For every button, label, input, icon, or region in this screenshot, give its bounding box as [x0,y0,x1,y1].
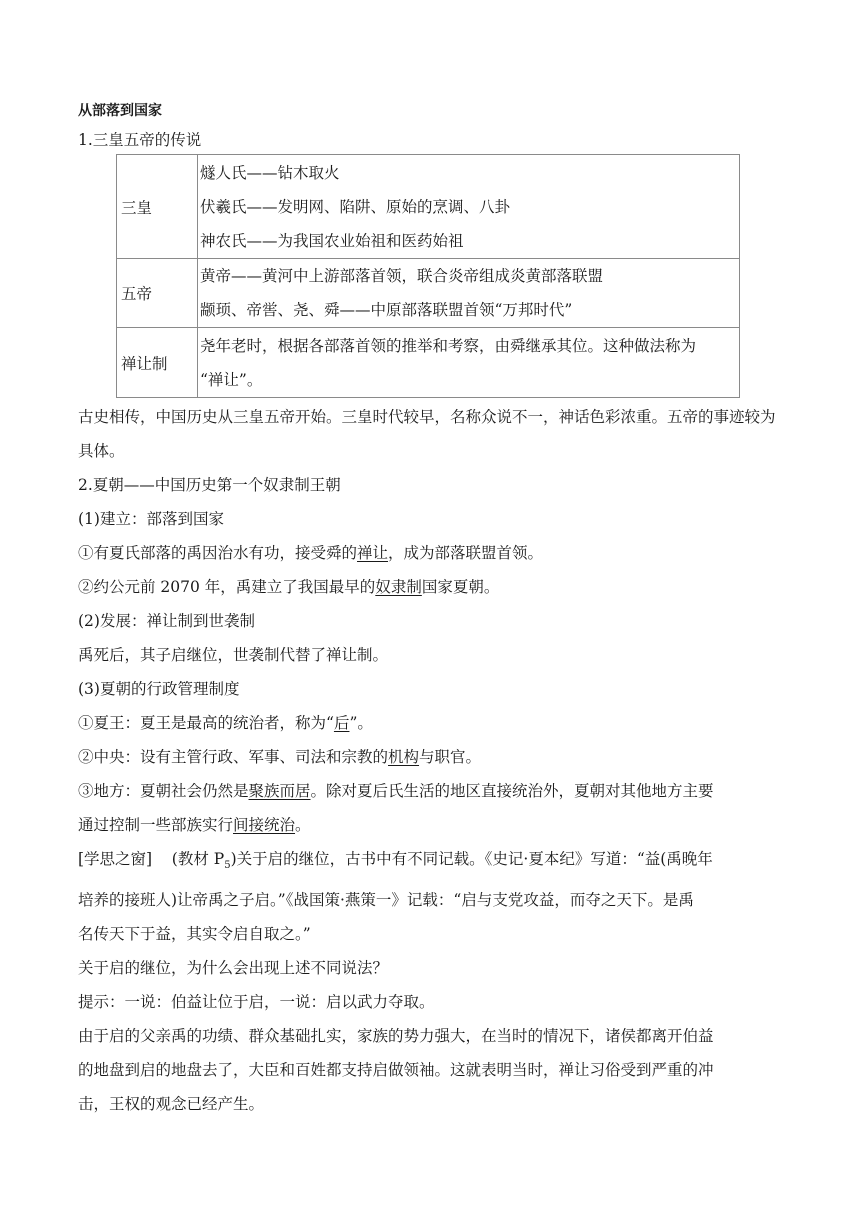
category-cell: 禅让制 [117,328,198,398]
key-term: 机构 [388,748,420,766]
key-term: 禅让 [357,544,389,562]
think-window-line: 培养的接班人)让帝禹之子启。”《战国策·燕策一》记载：“启与支党攻益，而夺之天下。是禹 [78,891,694,910]
subsection-title: (1)建立：部落到国家 [78,510,224,528]
paragraph [78,570,788,604]
subsection-title: (3)夏朝的行政管理制度 [78,680,240,698]
section-2-title: 2.夏朝——中国历史第一个奴隶制王朝 [78,476,341,494]
answer-line: 的地盘到启的地盘去了，大臣和百姓都支持启做领袖。这就表明当时，禅让习俗受到严重的冲 [78,1061,714,1080]
think-window-line: 名传天下于益，其实令启自取之。” [78,925,311,944]
text: 国家夏朝。 [421,578,500,596]
answer-line: 由于启的父亲禹的功绩、群众基础扎实，家族的势力强大，在当时的情况下，诸侯都离开伯益 [78,1027,714,1046]
table-line: 黄帝——黄河中上游部落首领，联合炎帝组成炎黄部落联盟 [200,267,604,285]
section-1-title: 1.三皇五帝的传说 [78,131,202,149]
description-cell [198,155,740,259]
table-line: 尧年老时，根据各部落首领的推举和考察，由舜继承其位。这种做法称为 [200,336,697,355]
paragraph [78,536,788,570]
table-line: “禅让”。 [200,370,263,389]
text: ②中央：设有主管行政、军事、司法和宗教的 [78,748,389,766]
text: ③地方：夏朝社会仍然是 [78,782,249,800]
text: )关于启的继位，古书中有不同记载。《史记·夏本纪》写道：“益(禹晚年 [230,850,713,868]
text: ①有夏氏部落的禹因治水有功，接受舜的 [78,544,358,562]
page-heading: 从部落到国家 [78,103,162,119]
category-cell: 五帝 [117,259,198,328]
section-1-note: 古史相传，中国历史从三皇五帝开始。三皇时代较早，名称众说不一，神话色彩浓重。五帝的事迹较为具体。 [78,408,776,460]
key-term: 奴隶制 [375,578,422,596]
table-line: 伏羲氏——发明网、陷阱、原始的烹调、八卦 [200,197,511,216]
description-cell [198,328,740,398]
category-cell: 三皇 [117,155,198,259]
text: 。 [295,816,311,834]
document-page [78,96,788,1121]
paragraph [78,706,788,740]
paragraph [78,774,788,808]
subscript: 5 [224,860,231,872]
hint: 提示：一说：伯益让位于启，一说：启以武力夺取。 [78,993,435,1012]
table-row [117,259,740,328]
text: ”。 [349,714,373,732]
text: 与职官。 [419,748,482,766]
table-row [117,155,740,259]
question: 关于启的继位，为什么会出现上述不同说法？ [78,959,389,978]
three-sovereigns-table [116,154,740,398]
table-row [117,328,740,398]
table-line: 燧人氏——钻木取火 [200,163,340,182]
text: ①夏王：夏王是最高的统治者，称为“ [78,714,334,732]
subsection-title: (2)发展：禅让制到世袭制 [78,612,255,630]
key-term: 聚族而居 [248,782,311,800]
text: 通过控制一些部族实行 [78,816,234,834]
paragraph [78,740,788,774]
paragraph [78,808,788,842]
key-term: 间接统治 [233,816,296,834]
think-window-line [78,842,788,883]
text: ，成为部落联盟首领。 [388,544,544,562]
paragraph: 禹死后，其子启继位，世袭制代替了禅让制。 [78,646,389,664]
text: 。除对夏后氏生活的地区直接统治外，夏朝对其他地方主要 [310,782,714,800]
text: ②约公元前 2070 年，禹建立了我国最早的 [78,578,376,596]
key-term: 后 [333,714,350,732]
text: [学思之窗] (教材 P [78,850,225,868]
answer-line: 击，王权的观念已经产生。 [78,1095,265,1114]
table-line: 颛顼、帝喾、尧、舜——中原部落联盟首领“万邦时代” [200,301,573,319]
description-cell [198,259,740,328]
table-line: 神农氏——为我国农业始祖和医药始祖 [200,231,464,250]
